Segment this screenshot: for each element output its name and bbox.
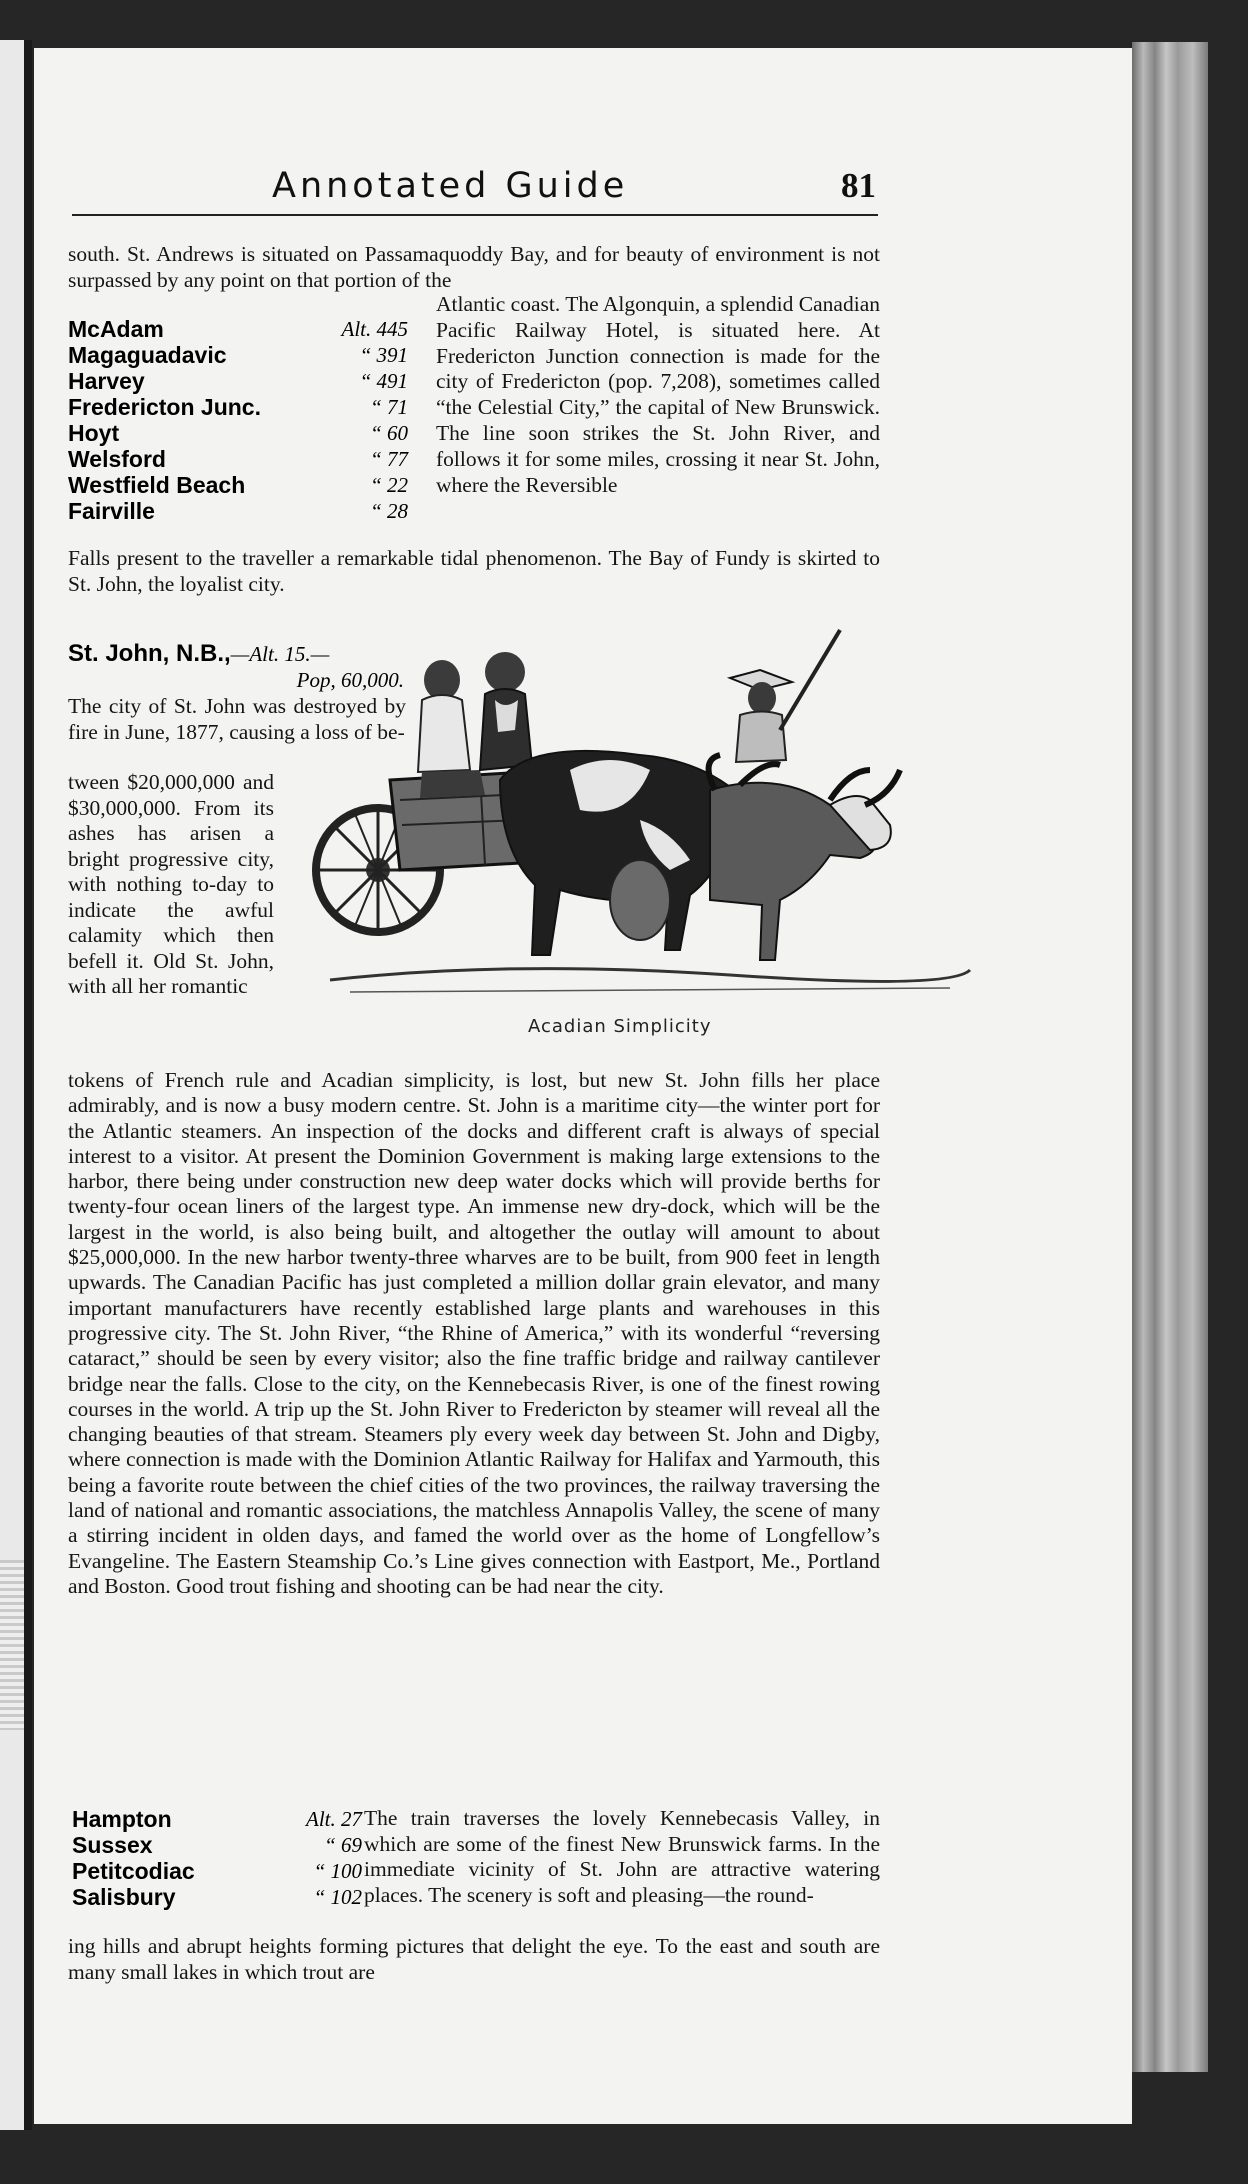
station-name: McAdam [68, 315, 164, 342]
station-altitude: “ 22 [370, 472, 408, 497]
station-row [72, 1806, 362, 1832]
left-page-edge [0, 40, 24, 2130]
station-row [68, 368, 408, 394]
page-stack-edge [1132, 42, 1208, 2072]
station-name: Harvey [68, 367, 145, 394]
station-row [68, 342, 408, 368]
station-name: Westfield Beach [68, 471, 246, 498]
st-john-altitude: —Alt. 15.— [230, 642, 330, 666]
station-name: Petitcodiac [72, 1857, 195, 1884]
driver-figure [730, 630, 840, 762]
station-name: Fairville [68, 497, 155, 524]
station-row [68, 446, 408, 472]
station-altitude: Alt. 445 [341, 316, 408, 341]
station-description-2-text: The train traverses the lovely Kennebecasis Valley, in which are some of the finest New Brunswick farms. In the immediate vicinity of St. John are attractive watering places. The scenery is soft and pleasing—the round- [364, 1806, 880, 1907]
station-row [68, 420, 408, 446]
station-altitude: “ 102 [313, 1884, 362, 1909]
st-john-body-text: tokens of French rule and Acadian simplicity, is lost, but new St. John fills her place admirably, and is now a busy modern centre. St. John is a maritime city—the winter port for the Atlantic steamers. An inspection of the docks and different craft is always of special interest to a visitor. At present the Dominion Government is making large extensions to the harbor, there being under construction new deep water docks which will provide berths for twenty-four ocean liners of the largest type. An immense new dry-dock, which will be the largest in the world, is also being built, and altogether the outlay will amount to about $25,000,000. In the new harbor twenty-three wharves are to be built, from 900 feet in length upwards. The Canadian Pacific has just completed a million dollar grain elevator, and many important manufacturers have recently established large plants and warehouses in this progressive city. The St. John River, “the Rhine of America,” with its wonderful “reversing cataract,” should be seen by every visitor; also the fine traffic bridge and railway cantilever bridge near the falls. Close to the city, on the Kennebecasis River, is one of the finest rowing courses in the world. A trip up the St. John River to Fredericton by steamer will reveal all the changing beauties of that stream. Steamers ply every week day between St. John and Digby, where connection is made with the Dominion Atlantic Railway for Halifax and Yarmouth, this being a favorite route between the chief cities of the two provinces, the railway traversing the land of national and romantic associations, the matchless Annapolis Valley, the scene of many a stirring incident in olden days, and famed the world over as the home of Longfellow’s Evangeline. The Eastern Steamship Co.’s Line gives connection with Eastport, Me., Portland and Boston. Good trout fishing and shooting can be had near the city. [68, 1068, 880, 1598]
st-john-name: St. John, N.B., [68, 640, 231, 667]
left-page-bleed [0, 1560, 24, 1730]
page-title: Annotated Guide [272, 166, 629, 206]
station-description-tail [68, 546, 880, 597]
station-description-2-tail [68, 1934, 880, 1985]
station-name: Magaguadavic [68, 341, 227, 368]
station-list-1 [68, 316, 408, 524]
station-row [72, 1858, 362, 1884]
station-altitude: “ 77 [370, 446, 408, 471]
station-name: Hampton [72, 1805, 172, 1832]
book-gutter [24, 40, 32, 2130]
station-altitude: “ 60 [370, 420, 408, 445]
station-altitude: “ 71 [370, 394, 408, 419]
station-row [68, 316, 408, 342]
st-john-narrow-column [68, 770, 274, 1000]
station-altitude: “ 69 [324, 1832, 362, 1857]
illustration-caption: Acadian Simplicity [528, 1016, 712, 1037]
station-row [72, 1884, 362, 1910]
station-altitude: “ 100 [313, 1858, 362, 1883]
station-altitude: “ 28 [370, 498, 408, 523]
station-list-2 [72, 1806, 362, 1910]
station-row [72, 1832, 362, 1858]
station-name: Welsford [68, 445, 166, 472]
station-row [68, 472, 408, 498]
acadian-simplicity-illustration [310, 620, 990, 1010]
station-description-tail-text: Falls present to the traveller a remarkable tidal phenomenon. The Bay of Fundy is skirted to St. John, the loyalist city. [68, 546, 880, 596]
running-header [72, 164, 878, 216]
station-name: Hoyt [68, 419, 120, 446]
page-number: 81 [841, 166, 876, 205]
oxen [500, 751, 900, 960]
st-john-lead-text: The city of St. John was destroyed by fire in June, 1877, causing a loss of be- [68, 694, 406, 744]
station-description-1 [436, 292, 880, 498]
st-john-narrow-text: tween $20,000,000 and $30,000,000. From its ashes has arisen a bright progressive city, with nothing to-day to indicate the awful calamity which then befell it. Old St. John, with all her romantic [68, 770, 274, 998]
st-john-population: Pop, 60,000. [296, 668, 404, 692]
station-name: Fredericton Junc. [68, 393, 261, 420]
station-description-text: Atlantic coast. The Algonquin, a splendid Canadian Pacific Railway Hotel, is situated here. At Fredericton Junction connection is made for the city of Fredericton (pop. 7,208), sometimes called “the Celestial City,” the capital of New Brunswick. The line soon strikes the St. John River, and follows it for some miles, crossing it near St. John, where the Reversible [436, 292, 880, 497]
intro-paragraph [68, 242, 880, 293]
station-description-2 [364, 1806, 880, 1908]
station-altitude: Alt. 27 [306, 1806, 362, 1831]
station-row [68, 498, 408, 524]
station-altitude: “ 491 [359, 368, 408, 393]
station-name: Salisbury [72, 1883, 176, 1910]
station-name: Sussex [72, 1831, 153, 1858]
station-description-2-tail-text: ing hills and abrupt heights forming pictures that delight the eye. To the east and south are many small lakes in which trout are [68, 1934, 880, 1984]
st-john-body [68, 1068, 880, 1599]
station-row [68, 394, 408, 420]
station-altitude: “ 391 [359, 342, 408, 367]
intro-text: south. St. Andrews is situated on Passamaquoddy Bay, and for beauty of environment is not surpassed by any point on that portion of the [68, 242, 880, 292]
